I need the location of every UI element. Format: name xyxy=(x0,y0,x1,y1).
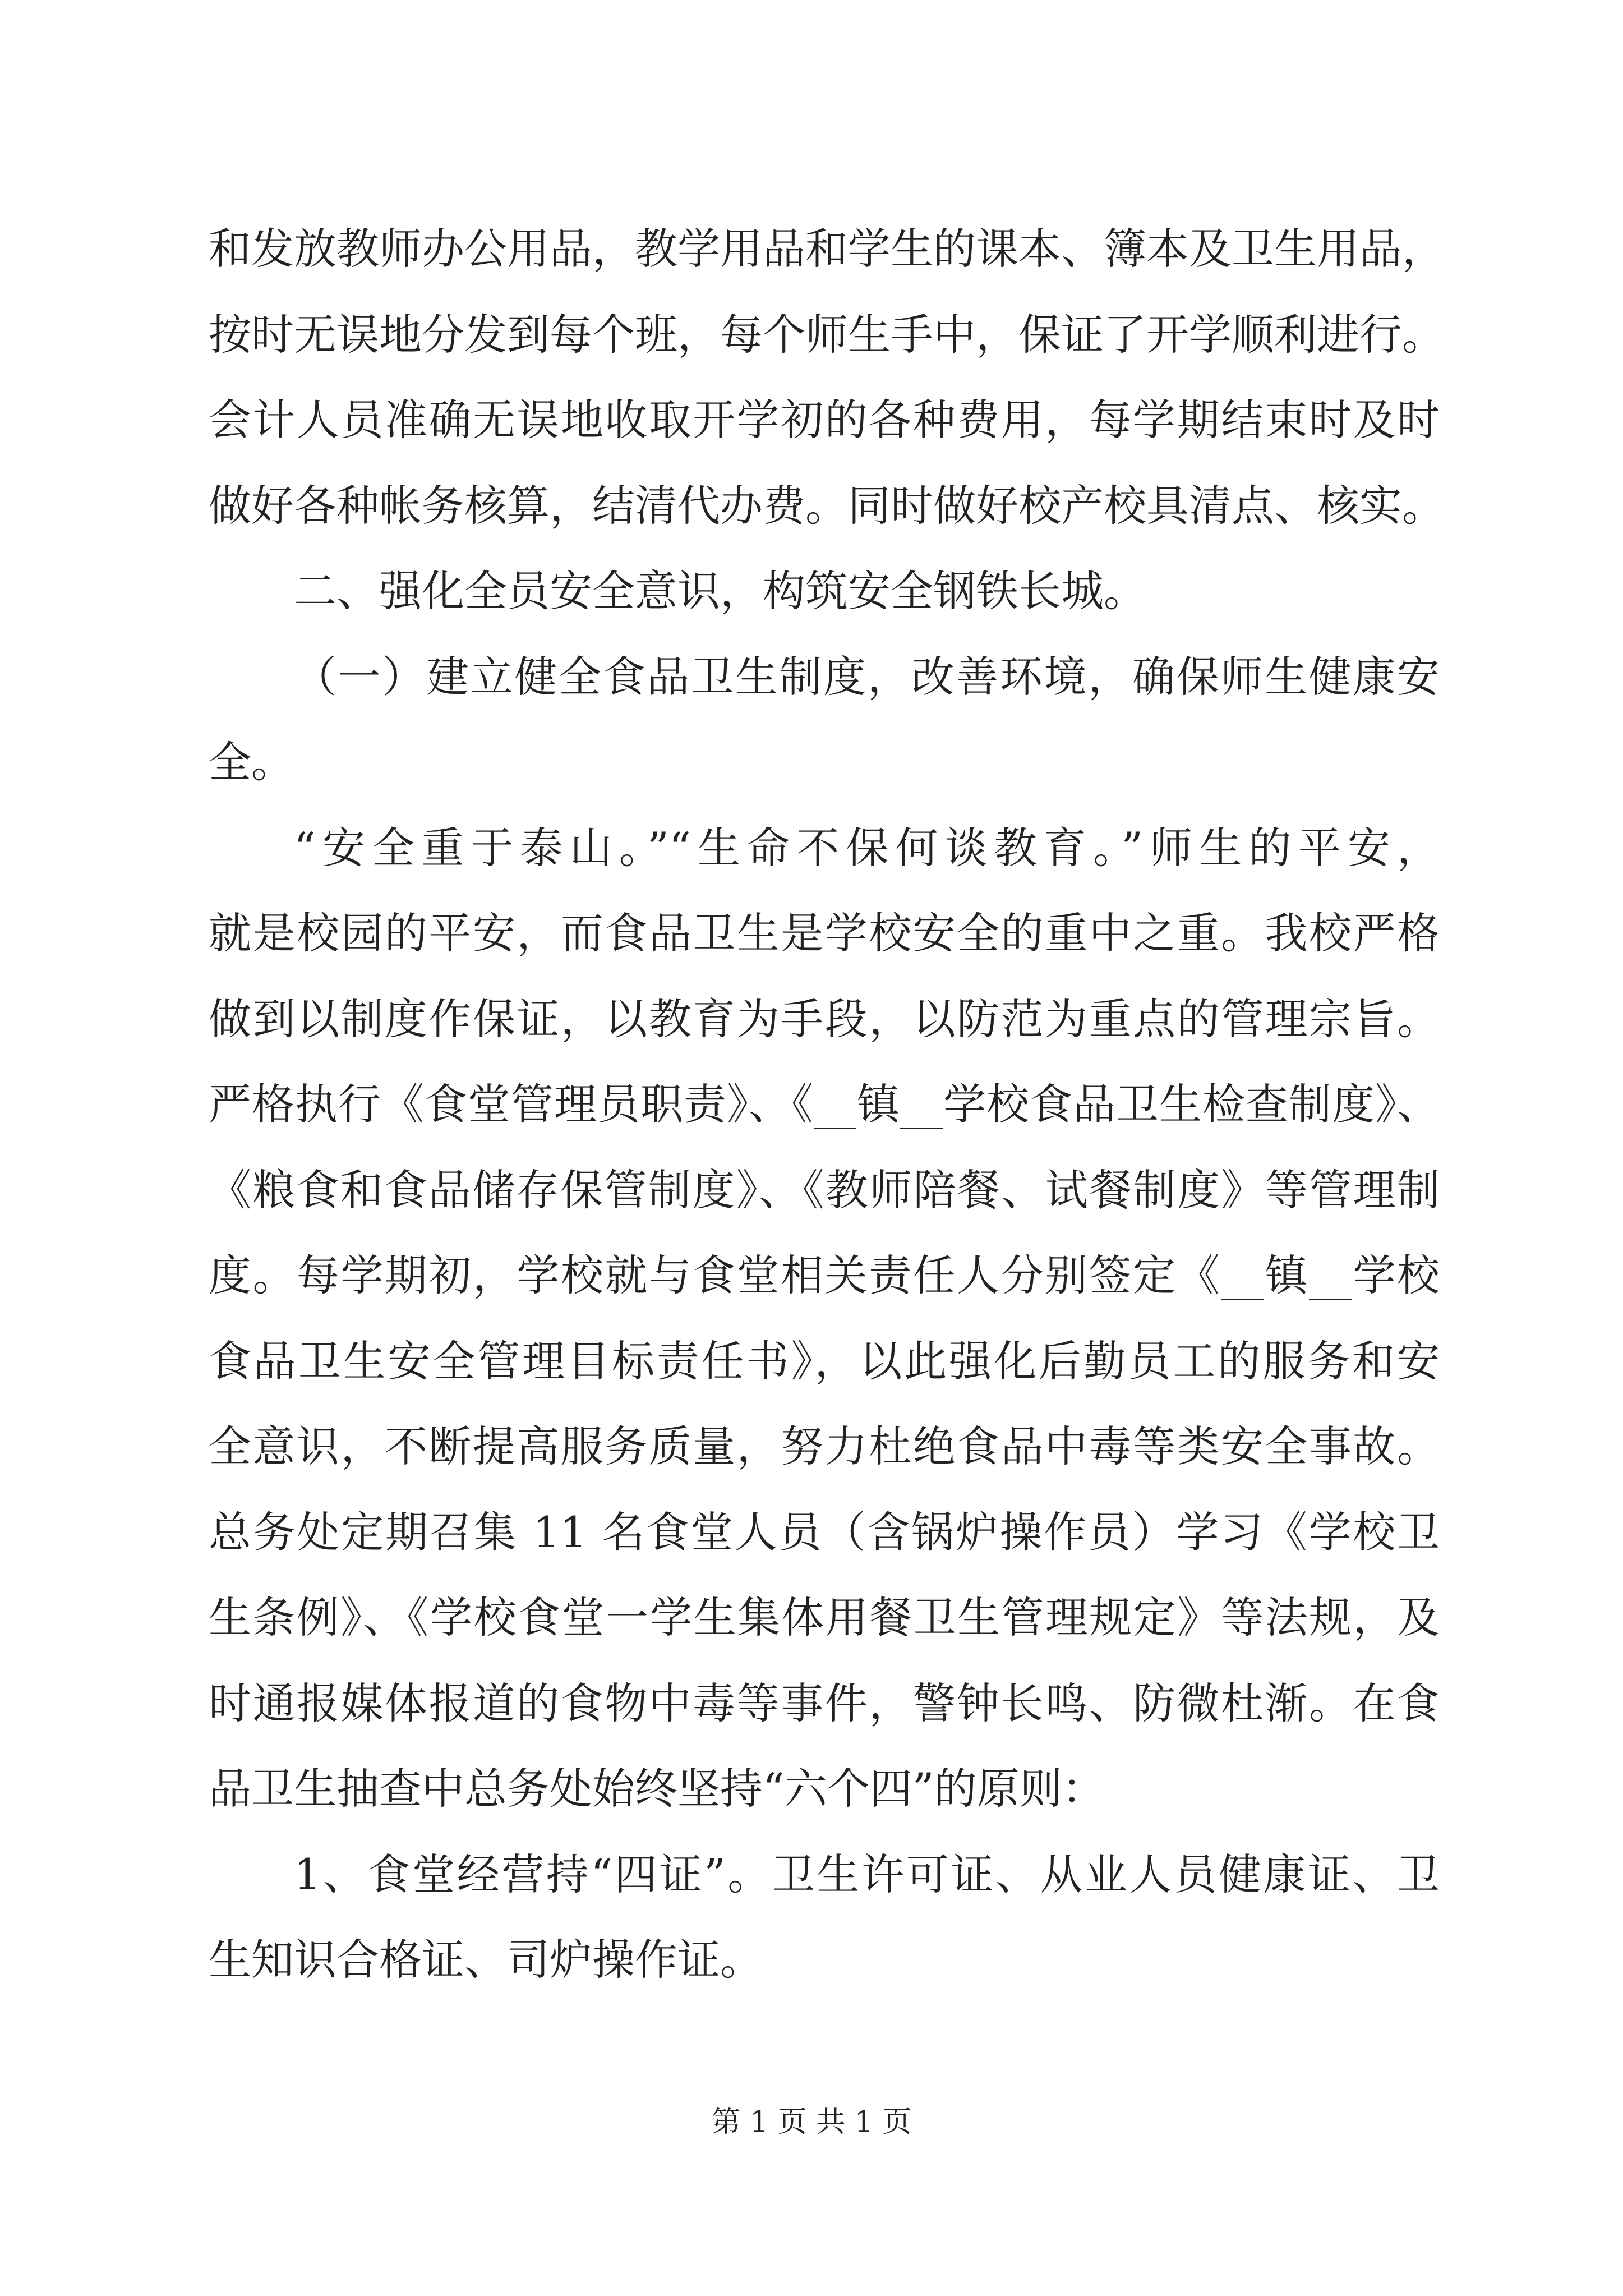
text-line: 和发放教师办公用品，教学用品和学生的课本、簿本及卫生用品， xyxy=(209,224,1445,274)
text-line: 总务处定期召集 11 名食堂人员（含锅炉操作员）学习《学校卫 xyxy=(209,1507,1440,1557)
text-line: 食品卫生安全管理目标责任书》，以此强化后勤员工的服务和安 xyxy=(209,1336,1440,1386)
text-line: 1、食堂经营持“四证”。卫生许可证、从业人员健康证、卫 xyxy=(294,1849,1440,1899)
text-line: 时通报媒体报道的食物中毒等事件，警钟长鸣、防微杜渐。在食 xyxy=(209,1678,1440,1728)
text-line: 做到以制度作保证，以教育为手段，以防范为重点的管理宗旨。 xyxy=(209,993,1440,1044)
page-number: 第 1 页 共 1 页 xyxy=(711,2105,912,2139)
text-line: “安全重于泰山。”“生命不保何谈教育。”师生的平安， xyxy=(294,822,1440,873)
body-text xyxy=(209,206,1445,2003)
text-line: 全。 xyxy=(209,737,294,787)
text-line: 度。每学期初，学校就与食堂相关责任人分别签定《__镇__学校 xyxy=(209,1250,1440,1300)
text-line: 就是校园的平安，而食品卫生是学校安全的重中之重。我校严格 xyxy=(209,908,1440,958)
text-line: 《粮食和食品储存保管制度》、《教师陪餐、试餐制度》等管理制 xyxy=(209,1165,1440,1215)
text-line: 按时无误地分发到每个班，每个师生手中，保证了开学顺利进行。 xyxy=(209,309,1445,360)
text-line: 生知识合格证、司炉操作证。 xyxy=(209,1935,763,1985)
text-line: 全意识，不断提高服务质量，努力杜绝食品中毒等类安全事故。 xyxy=(209,1421,1440,1471)
text-line: 做好各种帐务核算，结清代办费。同时做好校产校具清点、核实。 xyxy=(209,480,1445,531)
text-line: 严格执行《食堂管理员职责》、《__镇__学校食品卫生检查制度》、 xyxy=(209,1079,1440,1129)
text-line: 二、强化全员安全意识，构筑安全钢铁长城。 xyxy=(294,566,1146,616)
text-line: 生条例》、《学校食堂一学生集体用餐卫生管理规定》等法规，及 xyxy=(209,1593,1440,1642)
text-line: （一）建立健全食品卫生制度，改善环境，确保师生健康安 xyxy=(294,651,1440,702)
text-line: 品卫生抽查中总务处始终坚持“六个四”的原则： xyxy=(209,1764,1105,1814)
text-line: 会计人员准确无误地收取开学初的各种费用，每学期结束时及时 xyxy=(209,395,1440,445)
